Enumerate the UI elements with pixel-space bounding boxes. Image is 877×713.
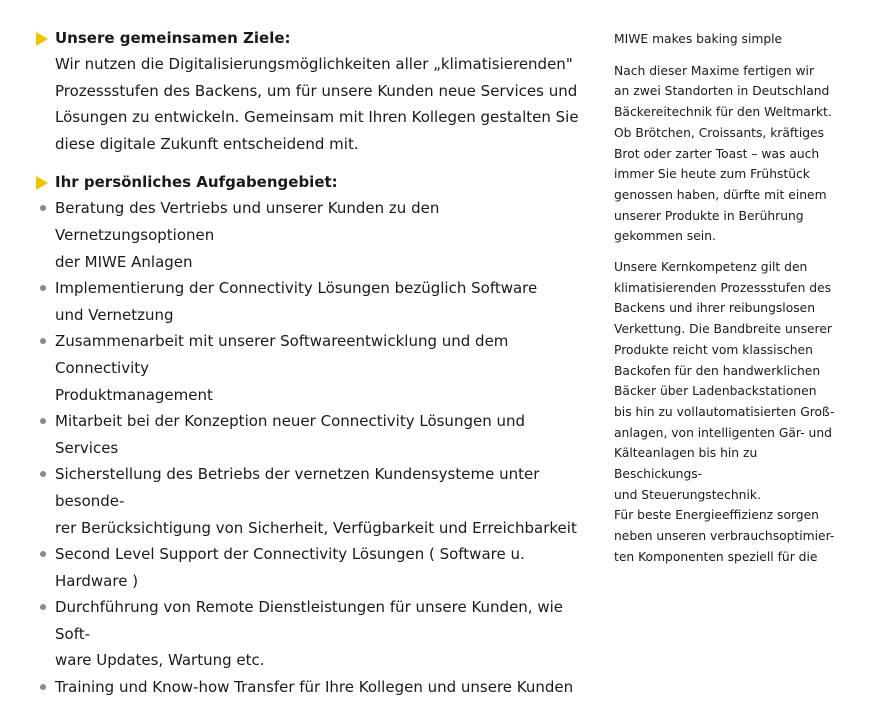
goals-heading-text: Unsere gemeinsamen Ziele: — [55, 29, 291, 47]
sidebar-line: Nach dieser Maxime fertigen wir — [614, 63, 815, 78]
goals-line: Wir nutzen die Digitalisierungsmöglichkeiten aller „klimatisierenden" — [55, 55, 573, 73]
list-item-line: Mitarbeit bei der Konzeption neuer Connectivity Lösungen und Services — [55, 412, 526, 457]
sidebar-line: an zwei Standorten in Deutschland — [614, 84, 830, 99]
sidebar-line: Backofen für den handwerklichen — [614, 363, 821, 378]
list-item-line: ware Updates, Wartung etc. — [55, 651, 265, 670]
list-item-line: rer Berücksichtigung von Sicherheit, Verfügbarkeit und Erreichbarkeit — [55, 518, 577, 537]
sidebar-line: ten Komponenten speziell für die — [614, 549, 818, 564]
list-item-line: Beratung des Vertriebs und unserer Kunden zu den Vernetzungsoptionen — [55, 199, 440, 244]
sidebar-line: immer Sie heute zum Frühstück — [614, 167, 810, 182]
sidebar-line: klimatisierenden Prozessstufen des — [614, 280, 832, 295]
list-item — [35, 461, 585, 541]
list-item — [35, 275, 585, 328]
list-item — [35, 195, 585, 275]
arrow-bullet-icon — [36, 176, 48, 190]
list-item-line: Second Level Support der Connectivity Lösungen ( Software u. Hardware ) — [55, 545, 525, 590]
goals-heading — [35, 25, 585, 51]
tasks-heading-text: Ihr persönliches Aufgabengebiet: — [55, 173, 338, 192]
sidebar-line: Bäcker über Ladenbackstationen — [614, 384, 817, 399]
list-item-line: Durchführung von Remote Dienstleistungen für unsere Kunden, wie Soft- — [55, 598, 564, 643]
list-item — [35, 594, 585, 674]
list-item-line: Produktmanagement — [55, 385, 213, 404]
list-item — [35, 674, 585, 701]
bullet-dot-icon — [40, 338, 46, 344]
list-item-line: der MIWE Anlagen — [55, 252, 193, 271]
sidebar-line: Unsere Kernkompetenz gilt den — [614, 260, 808, 275]
bullet-dot-icon — [40, 205, 46, 211]
tasks-list — [35, 195, 585, 700]
sidebar-line: Ob Brötchen, Croissants, kräftiges — [614, 125, 825, 140]
sidebar-line: Bäckereitechnik für den Weltmarkt. — [614, 105, 832, 120]
bullet-dot-icon — [40, 551, 46, 557]
goals-line: Lösungen zu entwickeln. Gemeinsam mit Ihren Kollegen gestalten Sie — [55, 108, 579, 127]
bullet-dot-icon — [40, 418, 46, 424]
bullet-dot-icon — [40, 684, 46, 690]
sidebar-line: bis hin zu vollautomatisierten Groß- — [614, 404, 835, 419]
sidebar-paragraph — [614, 257, 844, 505]
bullet-dot-icon — [40, 471, 46, 477]
list-item — [35, 408, 585, 461]
goals-line: diese digitale Zukunft entscheidend mit. — [55, 134, 359, 153]
sidebar-line: Brot oder zarter Toast – was auch — [614, 146, 820, 161]
company-sidebar — [614, 29, 844, 568]
sidebar-line: gekommen sein. — [614, 229, 716, 244]
list-item-line: Implementierung der Connectivity Lösungen bezüglich Software — [55, 279, 538, 298]
goals-line: Prozessstufen des Backens, um für unsere Kunden neue Services und — [55, 81, 578, 100]
sidebar-tagline: MIWE makes baking simple — [614, 32, 783, 46]
job-description-main — [35, 25, 585, 713]
list-item-line: Training und Know-how Transfer für Ihre Kollegen und unsere Kunden — [55, 678, 574, 697]
sidebar-paragraph — [614, 505, 844, 567]
list-item-line: Zusammenarbeit mit unserer Softwareentwicklung und dem Connectivity — [55, 332, 509, 377]
sidebar-line: genossen haben, dürfte mit einem — [614, 187, 827, 202]
sidebar-line: Produkte reicht vom klassischen — [614, 342, 813, 357]
sidebar-line: Verkettung. Die Bandbreite unserer — [614, 322, 832, 337]
goals-section — [35, 25, 585, 157]
list-item-line: und Vernetzung — [55, 305, 174, 324]
list-item — [35, 328, 585, 408]
sidebar-line: Kälteanlagen bis hin zu Beschickungs- — [614, 446, 758, 482]
sidebar-line: neben unseren verbrauchsoptimier- — [614, 529, 835, 544]
list-item-line: Sicherstellung des Betriebs der vernetzen Kundensysteme unter besonde- — [55, 465, 540, 510]
tasks-heading — [35, 169, 585, 195]
sidebar-paragraph — [614, 61, 844, 247]
bullet-dot-icon — [40, 285, 46, 291]
sidebar-line: unserer Produkte in Berührung — [614, 208, 804, 223]
sidebar-line: und Steuerungstechnik. — [614, 487, 761, 502]
sidebar-line: anlagen, von intelligenten Gär- und — [614, 425, 832, 440]
goals-paragraph — [35, 51, 585, 157]
sidebar-line: Für beste Energieeffizienz sorgen — [614, 508, 819, 523]
sidebar-line: Backens und ihrer reibungslosen — [614, 301, 815, 316]
list-item — [35, 541, 585, 594]
arrow-bullet-icon — [36, 32, 48, 46]
bullet-dot-icon — [40, 604, 46, 610]
tasks-section — [35, 169, 585, 700]
